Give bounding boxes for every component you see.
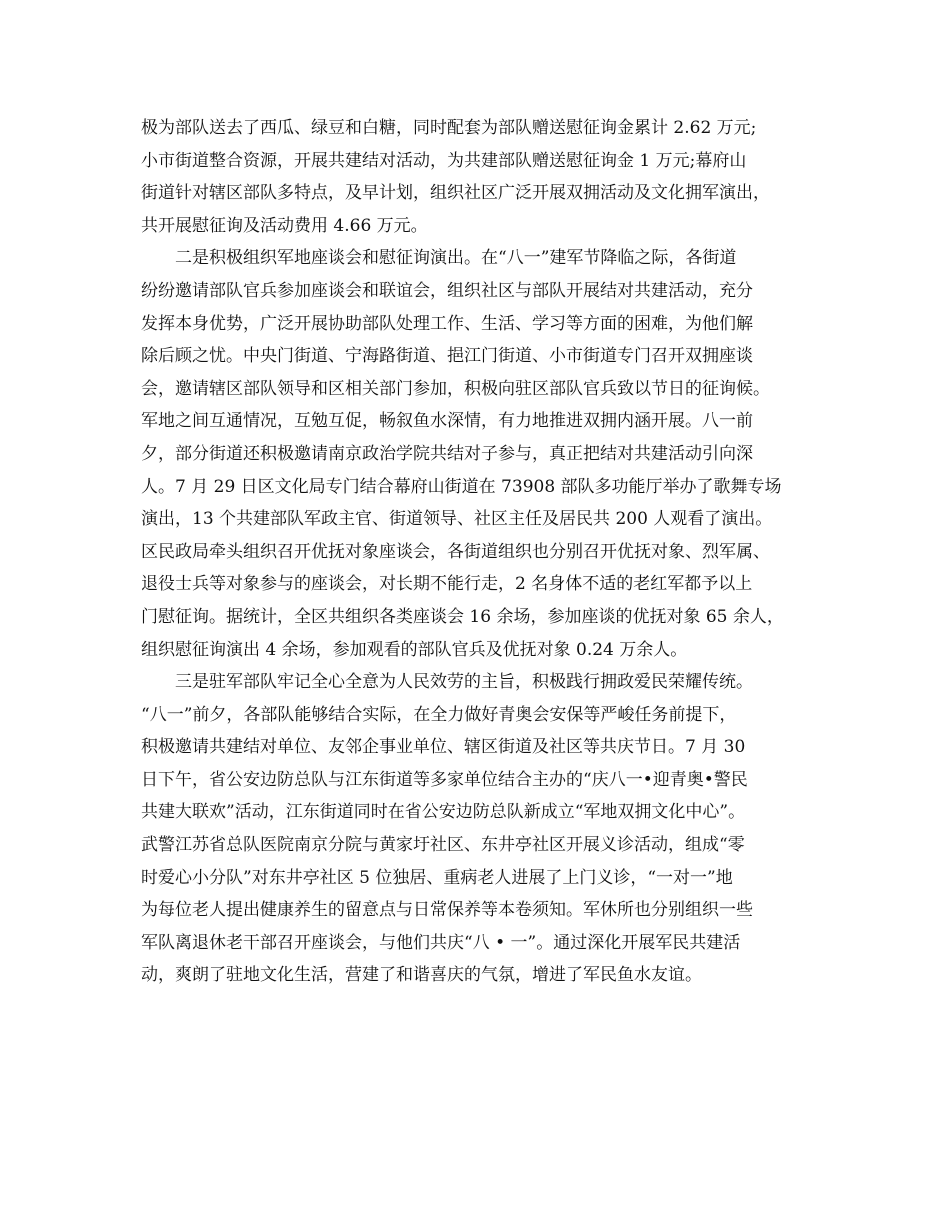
paragraph-line: 动，爽朗了驻地文化生活，营建了和谐喜庆的气氛，增进了军民鱼水友谊。 — [141, 965, 702, 986]
paragraph-line: 小市街道整合资源，开展共建结对活动，为共建部队赠送慰征询金 1 万元;幕府山 — [141, 150, 747, 171]
paragraph-line: 纷纷邀请部队官兵参加座谈会和联谊会，组织社区与部队开展结对共建活动，充分 — [141, 280, 753, 301]
paragraph-line: 演出，13 个共建部队军政主官、街道领导、社区主任及居民共 200 人观看了演出。 — [141, 509, 773, 530]
paragraph-line: 共建大联欢”活动，江东街道同时在省公安边防总队新成立“军地双拥文化中心”。 — [141, 802, 746, 823]
paragraph-line: 积极邀请共建结对单位、友邻企事业单位、辖区街道及社区等共庆节日。7 月 30 — [141, 737, 746, 758]
paragraph-line: 时爱心小分队”对东井亭社区 5 位独居、重病老人进展了上门义诊，“一对一”地 — [141, 867, 733, 888]
paragraph-line: 人。7 月 29 日区文化局专门结合幕府山街道在 73908 部队多功能厅举办了歌舞专场 — [141, 476, 782, 497]
paragraph-line: 为每位老人提出健康养生的留意点与日常保养等本卷须知。军休所也分别组织一些 — [141, 900, 753, 921]
paragraph-2 — [141, 242, 821, 666]
paragraph-3 — [141, 666, 821, 992]
paragraph-1 — [141, 112, 821, 242]
paragraph-line: 军地之间互通情况，互勉互促，畅叙鱼水深情，有力地推进双拥内涵开展。八一前 — [141, 411, 753, 432]
paragraph-line: 会，邀请辖区部队领导和区相关部门参加，积极向驻区部队官兵致以节日的征询候。 — [141, 378, 770, 399]
paragraph-line: 日下午，省公安边防总队与江东街道等多家单位结合主办的“庆八一•迎青奥•警民 — [141, 769, 748, 790]
paragraph-line: 共开展慰征询及活动费用 4.66 万元。 — [141, 215, 428, 236]
paragraph-line: “八一”前夕，各部队能够结合实际，在全力做好青奥会安保等严峻任务前提下， — [141, 704, 737, 725]
paragraph-line: 极为部队送去了西瓜、绿豆和白糖，同时配套为部队赠送慰征询金累计 2.62 万元; — [141, 118, 757, 138]
paragraph-line: 街道针对辖区部队多特点，及早计划，组织社区广泛开展双拥活动及文化拥军演出， — [141, 183, 770, 204]
paragraph-line: 退役士兵等对象参与的座谈会，对长期不能行走，2 名身体不适的老红军都予以上 — [141, 574, 753, 595]
paragraph-line: 门慰征询。据统计，全区共组织各类座谈会 16 余场，参加座谈的优抚对象 65 余人， — [141, 606, 784, 627]
paragraph-line: 武警江苏省总队医院南京分院与黄家圩社区、东井亭社区开展义诊活动，组成“零 — [141, 835, 745, 856]
paragraph-line: 三是驻军部队牢记全心全意为人民效劳的主旨，积极践行拥政爱民荣耀传统。 — [175, 672, 753, 693]
paragraph-line: 夕，部分街道还积极邀请南京政治学院共结对子参与，真正把结对共建活动引向深 — [141, 443, 753, 464]
paragraph-line: 除后顾之忧。中央门街道、宁海路街道、挹江门街道、小市街道专门召开双拥座谈 — [141, 346, 753, 367]
paragraph-line: 发挥本身优势，广泛开展协助部队处理工作、生活、学习等方面的困难，为他们解 — [141, 313, 753, 334]
paragraph-line: 二是积极组织军地座谈会和慰征询演出。在“八一”建军节降临之际，各街道 — [175, 248, 737, 269]
paragraph-line: 军队离退休老干部召开座谈会，与他们共庆“八 • 一”。通过深化开展军民共建活 — [141, 932, 741, 953]
document-body — [141, 112, 821, 992]
paragraph-line: 区民政局牵头组织召开优抚对象座谈会，各街道组织也分别召开优抚对象、烈军属、 — [141, 541, 770, 562]
paragraph-line: 组织慰征询演出 4 余场，参加观看的部队官兵及优抚对象 0.24 万余人。 — [141, 639, 688, 660]
